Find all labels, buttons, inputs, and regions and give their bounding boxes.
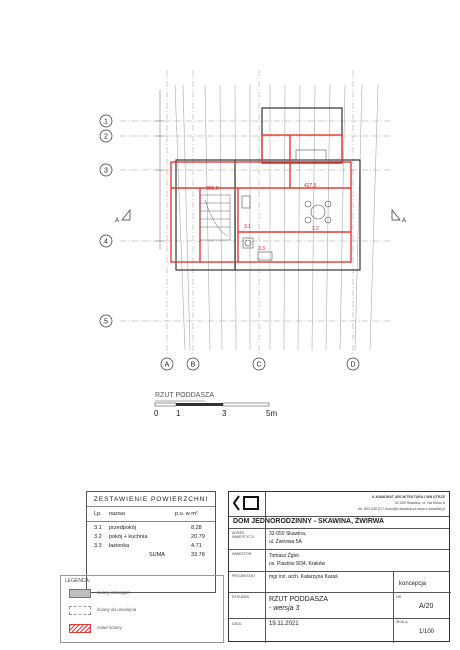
- grid-row-1: 1: [104, 118, 108, 126]
- existing-walls: [176, 108, 360, 270]
- row-name: pokój + kuchnia: [109, 534, 148, 540]
- summary-title: ZESTAWIENIE POWIERZCHNI: [93, 496, 209, 503]
- address-line2: ul. Żwirowa 5A: [269, 539, 302, 545]
- table-row: [91, 543, 213, 551]
- total-label: SUMA: [149, 552, 165, 558]
- row-lp: 3.1: [94, 525, 102, 531]
- scale-mark: 5m: [266, 409, 278, 418]
- scale-mark: 1: [176, 409, 181, 418]
- dimension-label: 427,5: [304, 183, 317, 189]
- summary-header-row: [91, 511, 213, 519]
- drawing-scale: 1/100: [419, 629, 435, 635]
- header-name: nazwa: [109, 511, 125, 517]
- legend-label: ściany istniejące: [97, 590, 130, 595]
- number-label: NR: [396, 595, 402, 599]
- plan-grid-lines: [120, 70, 390, 355]
- scale-label: SKALA: [396, 620, 408, 624]
- designer: mgr inż. arch. Katarzyna Karaś: [269, 574, 338, 580]
- address-label: ADRES INWESTYCJI: [232, 531, 254, 539]
- drawing-number: A/20: [419, 603, 434, 610]
- row-name: przedpokój: [109, 525, 136, 531]
- grid-col-a: A: [164, 361, 170, 369]
- firm-contact: tel. 602 536 517 biuro@k-kwadrat.pl www.k-kwadrat.pl: [358, 507, 445, 511]
- grid-col-d: D: [350, 361, 356, 369]
- room-label: 3.1: [244, 224, 251, 230]
- row-lp: 3.3: [94, 543, 102, 549]
- scale-title: RZUT PODDASZA: [155, 392, 214, 399]
- table-row: [91, 534, 213, 542]
- drawing-label: RYSUNEK: [232, 595, 250, 599]
- date: 19.11.2021: [269, 621, 299, 627]
- table-row: [91, 525, 213, 533]
- firm-name: K-KWADRAT ARCHITEKTURA I WN ĘTRZE: [372, 495, 445, 499]
- furniture: [242, 150, 331, 260]
- investor-label: INWESTOR: [232, 552, 252, 556]
- investor-line1: Tomasz Żglet: [269, 553, 299, 559]
- stairs: [200, 195, 230, 240]
- scale-mark: 0: [154, 409, 159, 418]
- scale-mark: 3: [222, 409, 227, 418]
- section-mark-right: A: [402, 218, 407, 224]
- grid-row-3: 3: [104, 167, 108, 175]
- summary-total-row: [91, 552, 213, 560]
- grid-row-2: 2: [104, 133, 108, 141]
- row-name: łazienka: [109, 543, 130, 549]
- grid-row-5: 5: [104, 318, 108, 326]
- header-lp: Lp.: [94, 511, 102, 517]
- room-label: 3.3: [258, 246, 265, 252]
- legend-swatch-new: [69, 624, 91, 633]
- company-logo: [233, 495, 263, 511]
- legend-label: ściany do usunięcia: [97, 607, 137, 612]
- grid-col-b: B: [190, 361, 196, 369]
- drawing-version: - wersja 3: [269, 605, 300, 612]
- row-area: 20.79: [191, 534, 205, 540]
- legend-label: nowe ściany: [97, 625, 122, 630]
- room-label: 3.2: [312, 226, 319, 232]
- address-line1: 32-050 Skawina,: [269, 531, 307, 537]
- section-mark-left: A: [115, 218, 120, 224]
- legend: [60, 575, 224, 643]
- legend-title: LEGENDA:: [65, 578, 91, 584]
- dimension-label: 301,5: [206, 186, 219, 192]
- grid-col-c: C: [256, 361, 262, 369]
- roof-rafters: [175, 85, 378, 350]
- title-block: [228, 491, 450, 642]
- header-area: p.u. w m²: [175, 511, 198, 517]
- grid-row-4: 4: [104, 238, 108, 246]
- new-walls: [171, 135, 351, 262]
- designer-label: PROJEKTANT: [232, 574, 256, 578]
- row-lp: 3.2: [94, 534, 102, 540]
- legend-swatch-removed: [69, 606, 91, 615]
- date-label: DATA: [232, 622, 242, 626]
- firm-address: 32-050 Skawina, ul. Na Stoku 8: [394, 501, 445, 505]
- drawing-title: RZUT PODDASZA: [269, 596, 328, 603]
- investor-line2: os. Piastów 9/34, Kraków: [269, 561, 326, 567]
- legend-swatch-existing: [69, 589, 91, 598]
- project-title: DOM JEDNORODZINNY - SKAWINA, ŻWIRWA: [233, 518, 385, 525]
- total-value: 33.78: [191, 552, 205, 558]
- row-area: 4.71: [191, 543, 202, 549]
- scale-bar: [155, 403, 269, 406]
- row-area: 8.28: [191, 525, 202, 531]
- stage: koncepcja: [399, 581, 427, 587]
